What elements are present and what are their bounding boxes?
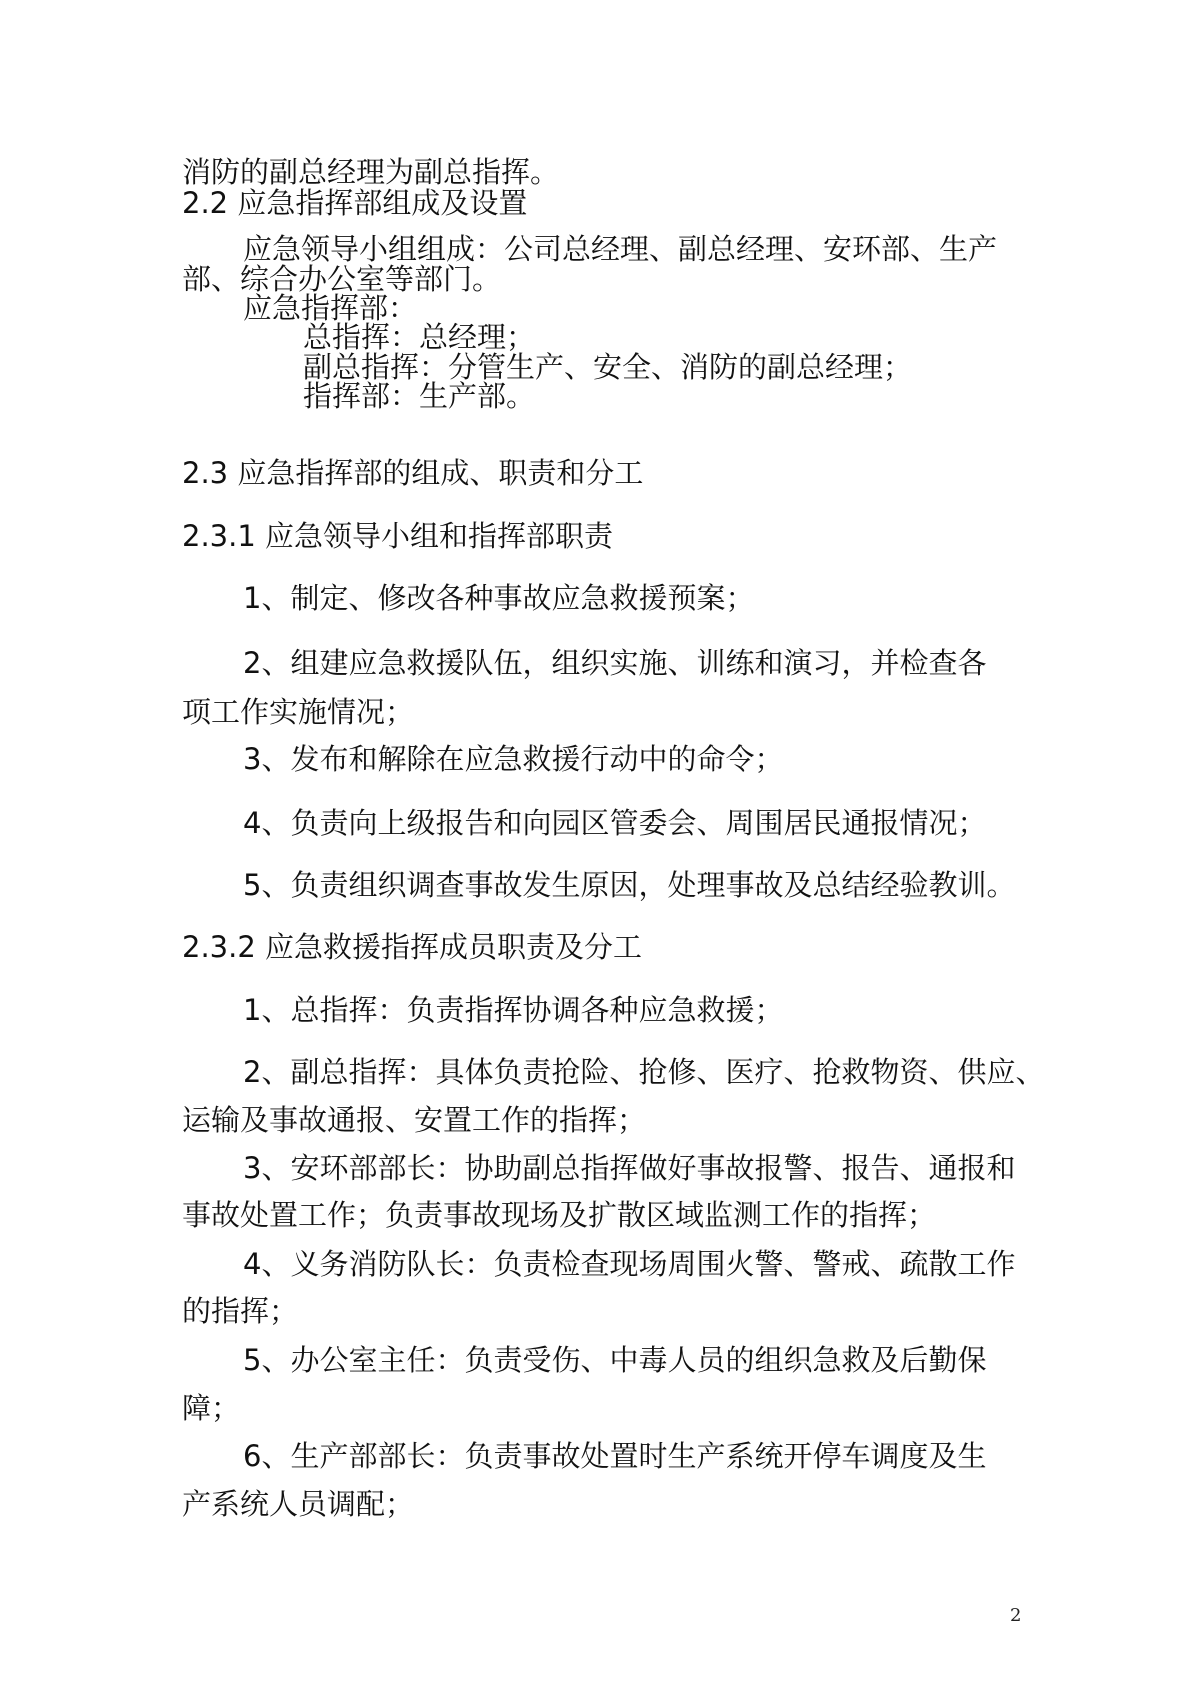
list-item: 3、发布和解除在应急救援行动中的命令； bbox=[243, 742, 784, 776]
text-line: 指挥部：生产部。 bbox=[303, 379, 536, 413]
text-line: 总指挥：总经理； bbox=[303, 320, 536, 354]
text-line: 的指挥； bbox=[182, 1294, 299, 1328]
text-line: 项工作实施情况； bbox=[182, 695, 415, 729]
list-item: 5、办公室主任：负责受伤、中毒人员的组织急救及后勤保 bbox=[243, 1343, 987, 1377]
text-line: 副总指挥：分管生产、安全、消防的副总经理； bbox=[303, 350, 913, 384]
list-item: 1、总指挥：负责指挥协调各种应急救援； bbox=[243, 993, 784, 1027]
list-item: 4、负责向上级报告和向园区管委会、周围居民通报情况； bbox=[243, 806, 987, 840]
list-item: 6、生产部部长：负责事故处置时生产系统开停车调度及生 bbox=[243, 1439, 987, 1473]
text-line: 应急领导小组组成：公司总经理、副总经理、安环部、生产 bbox=[243, 232, 998, 266]
text-line: 部、综合办公室等部门。 bbox=[182, 262, 502, 296]
list-item: 2、组建应急救援队伍，组织实施、训练和演习，并检查各 bbox=[243, 646, 987, 680]
section-heading: 2.3 应急指挥部的组成、职责和分工 bbox=[182, 456, 644, 490]
list-item: 4、义务消防队长：负责检查现场周围火警、警戒、疏散工作 bbox=[243, 1247, 1016, 1281]
list-item: 3、安环部部长：协助副总指挥做好事故报警、报告、通报和 bbox=[243, 1151, 1016, 1185]
text-line: 事故处置工作；负责事故现场及扩散区域监测工作的指挥； bbox=[182, 1198, 937, 1232]
text-line: 消防的副总经理为副总指挥。 bbox=[182, 155, 560, 189]
section-heading: 2.2 应急指挥部组成及设置 bbox=[182, 186, 528, 220]
page-number: 2 bbox=[1010, 1605, 1022, 1626]
text-line: 障； bbox=[182, 1391, 241, 1425]
section-heading: 2.3.1 应急领导小组和指挥部职责 bbox=[182, 519, 614, 553]
section-heading: 2.3.2 应急救援指挥成员职责及分工 bbox=[182, 930, 643, 964]
list-item: 1、制定、修改各种事故应急救援预案； bbox=[243, 581, 755, 615]
text-line: 运输及事故通报、安置工作的指挥； bbox=[182, 1103, 647, 1137]
list-item: 2、副总指挥：具体负责抢险、抢修、医疗、抢救物资、供应、 bbox=[243, 1055, 1045, 1089]
list-item: 5、负责组织调查事故发生原因，处理事故及总结经验教训。 bbox=[243, 868, 1016, 902]
text-line: 应急指挥部： bbox=[243, 291, 418, 325]
text-line: 产系统人员调配； bbox=[182, 1487, 415, 1521]
